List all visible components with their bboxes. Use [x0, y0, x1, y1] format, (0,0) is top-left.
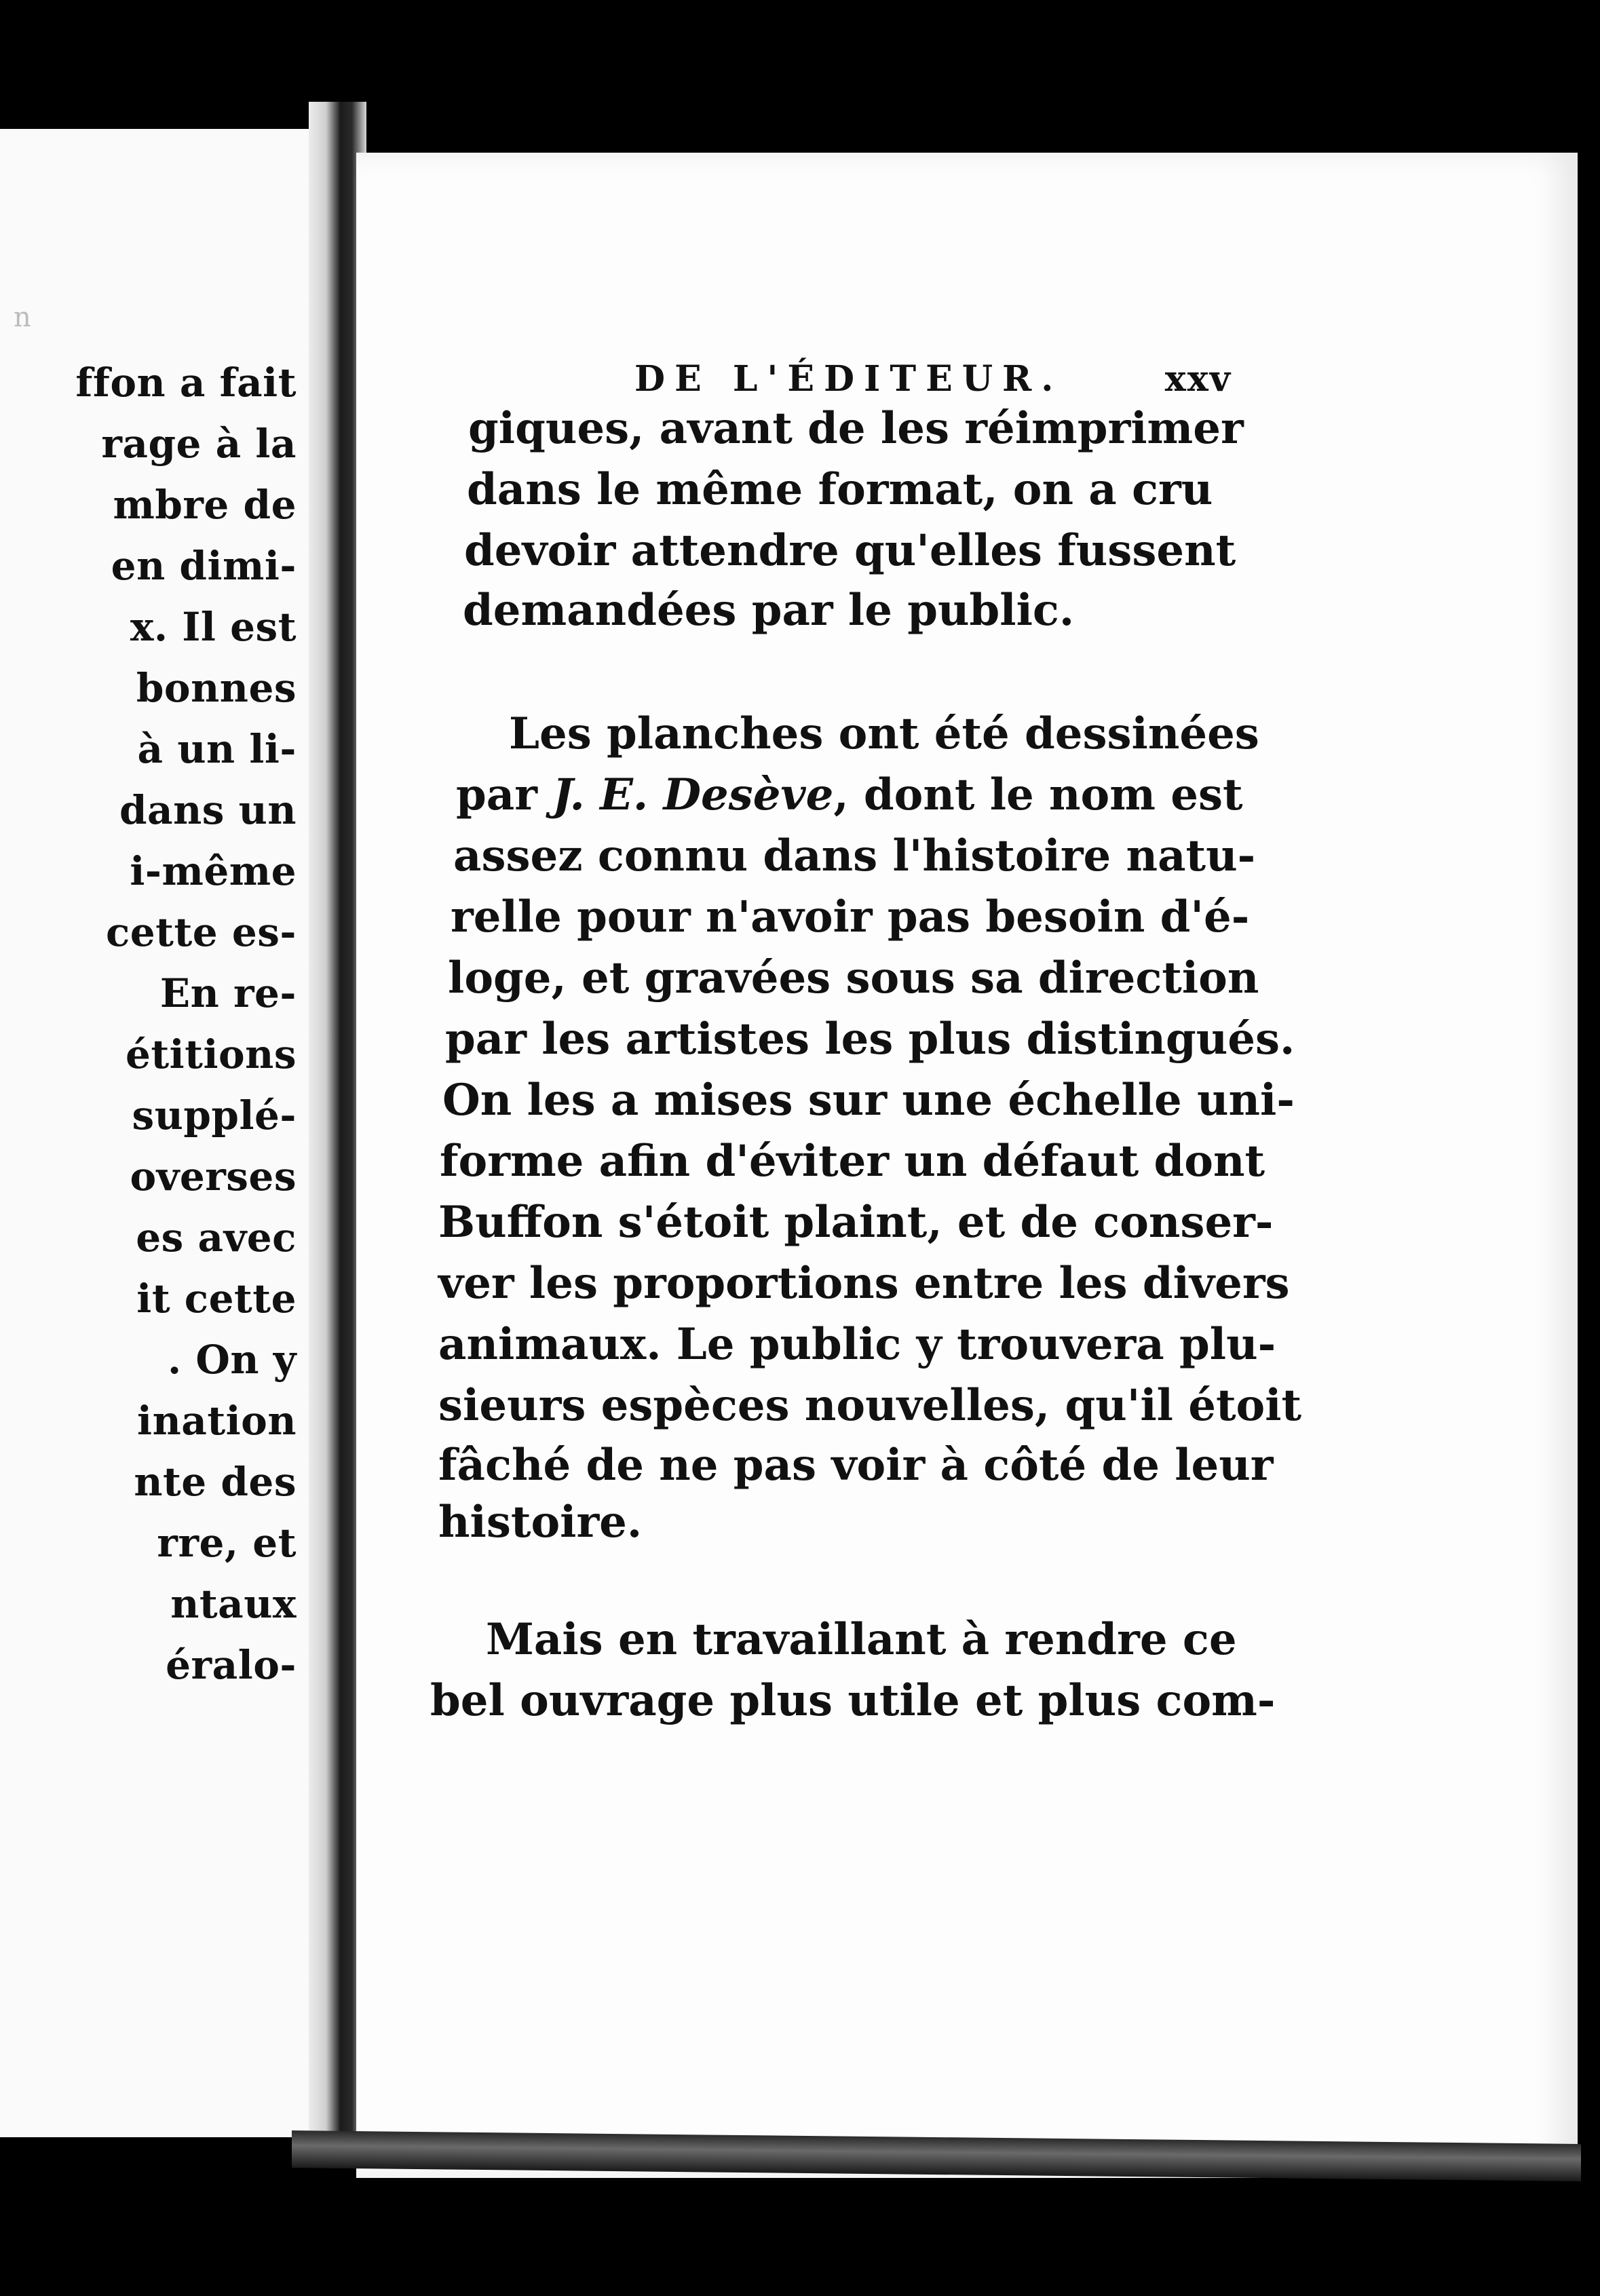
left-page-line: i-même	[130, 848, 297, 894]
left-page-line: En re-	[159, 970, 297, 1016]
body-line: Buffon s'étoit plaint, et de conser-	[438, 1197, 1274, 1248]
body-line: histoire.	[438, 1497, 643, 1548]
left-page-line: it cette	[136, 1276, 297, 1322]
left-page-line: overses	[130, 1153, 297, 1200]
left-page-line: ination	[137, 1398, 297, 1444]
left-page-line: en dimi-	[111, 543, 297, 589]
body-line: dans le même format, on a cru	[467, 464, 1213, 515]
body-line: Mais en travaillant à rendre ce	[486, 1614, 1237, 1665]
body-line: devoir attendre qu'elles fussent	[464, 525, 1236, 576]
left-page-line: bonnes	[136, 665, 297, 711]
body-line: sieurs espèces nouvelles, qu'il étoit	[438, 1380, 1302, 1431]
page-header	[634, 358, 1232, 406]
left-page-line: à un li-	[137, 726, 297, 772]
author-name: J. E. Desève	[552, 769, 834, 820]
left-page-line: es avec	[136, 1214, 297, 1261]
left-page-line: rage à la	[101, 421, 297, 467]
body-line-with-author	[456, 769, 1243, 820]
running-head: DE L'ÉDITEUR.	[634, 358, 1063, 400]
body-line: On les a mises sur une échelle uni-	[442, 1075, 1295, 1126]
body-text: , dont le nom est	[833, 769, 1243, 820]
left-page-line: . On y	[168, 1337, 297, 1383]
left-page-line: cette es-	[105, 909, 297, 955]
body-line: giques, avant de les réimprimer	[468, 403, 1244, 454]
page-number: xxv	[1164, 358, 1232, 400]
left-page-line: ntaux	[170, 1581, 297, 1627]
body-line: par les artistes les plus distingués.	[445, 1014, 1295, 1065]
left-page-line: supplé-	[132, 1092, 297, 1139]
body-line: relle pour n'avoir pas besoin d'é-	[451, 892, 1250, 942]
body-line: fâché de ne pas voir à côté de leur	[438, 1440, 1274, 1491]
left-page-line: nte des	[134, 1459, 297, 1505]
left-page-line: x. Il est	[130, 604, 297, 650]
body-text: par	[456, 769, 553, 820]
stray-mark: n	[14, 302, 31, 333]
body-line: Les planches ont été dessinées	[509, 708, 1259, 759]
body-line: forme afin d'éviter un défaut dont	[440, 1136, 1265, 1187]
body-line: ver les proportions entre les divers	[438, 1258, 1290, 1309]
left-page-line: étitions	[125, 1031, 297, 1077]
body-line: demandées par le public.	[463, 585, 1075, 636]
left-page-line: dans un	[119, 787, 297, 833]
left-page-line: rre, et	[157, 1520, 297, 1566]
body-line: assez connu dans l'histoire natu-	[453, 830, 1256, 881]
left-page-line: éralo-	[166, 1642, 297, 1688]
body-line: loge, et gravées sous sa direction	[448, 953, 1259, 1003]
body-line: animaux. Le public y trouvera plu-	[438, 1319, 1276, 1370]
body-line: bel ouvrage plus utile et plus com-	[430, 1675, 1276, 1726]
left-page-line: ffon a fait	[75, 360, 297, 406]
left-page	[0, 129, 309, 2137]
left-page-line: mbre de	[113, 482, 297, 528]
